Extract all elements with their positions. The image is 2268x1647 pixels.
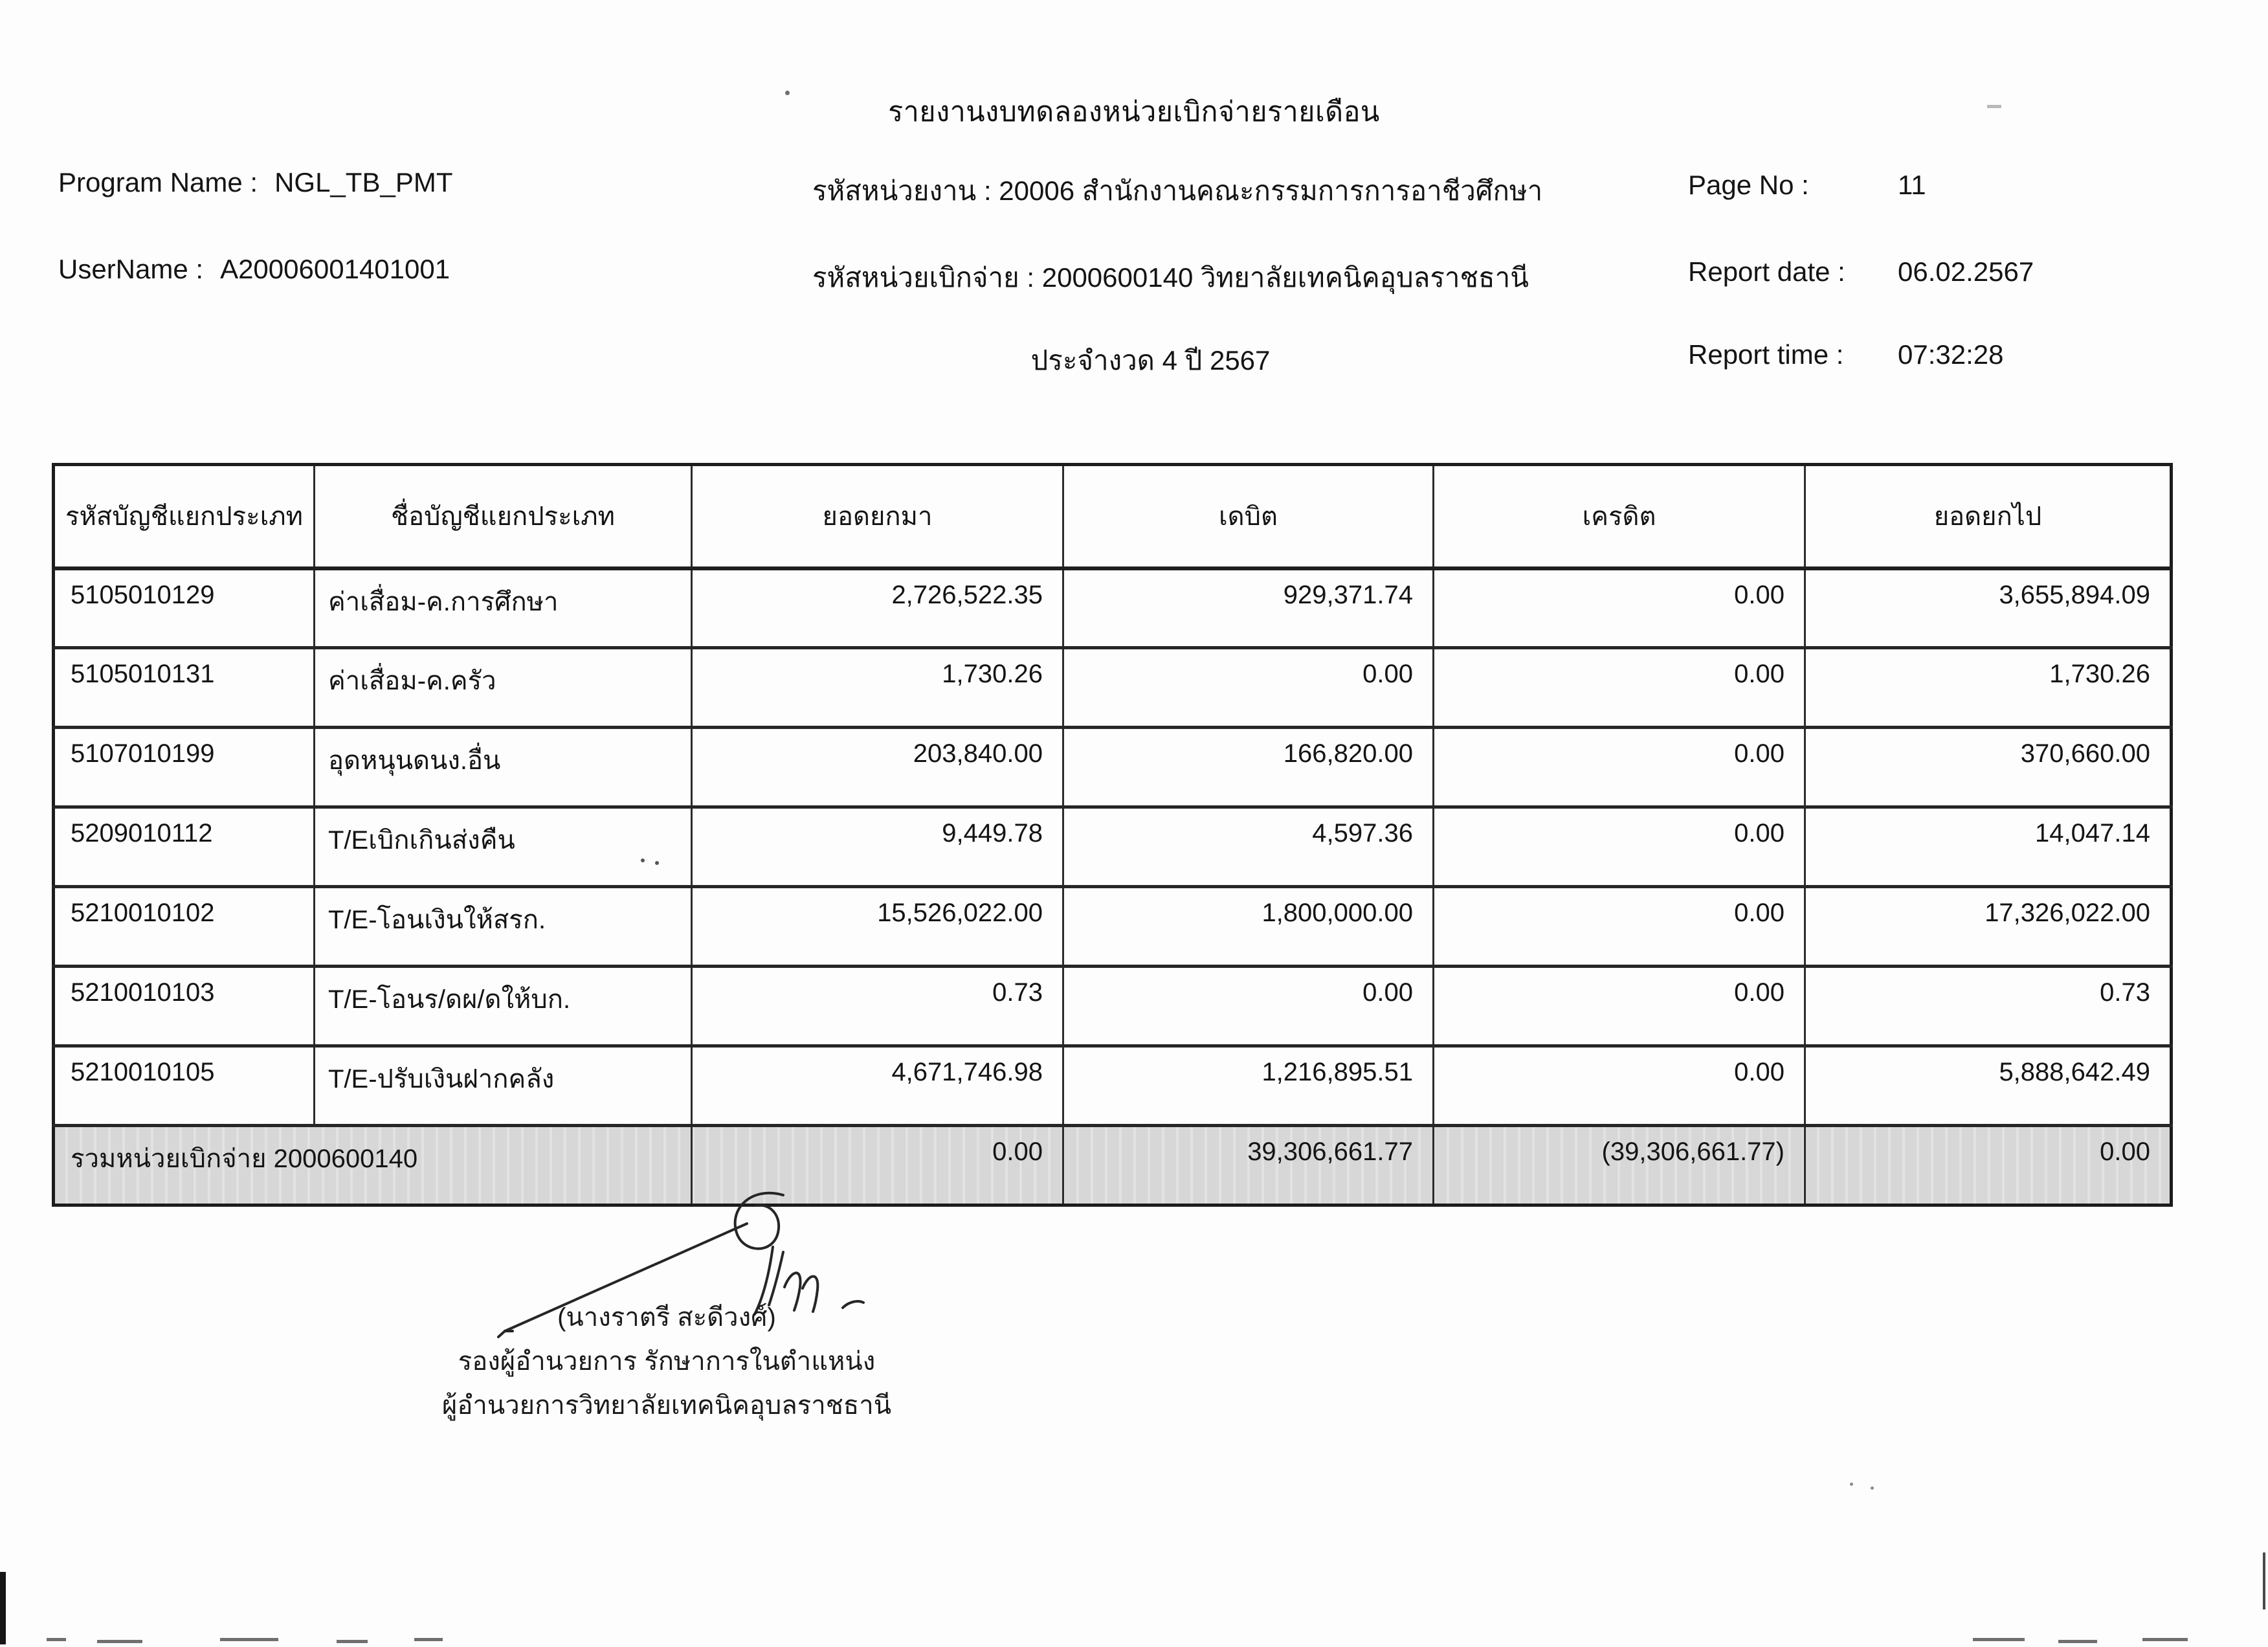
- account-code: 5209010112: [71, 819, 213, 847]
- debit-amount: 1,216,895.51: [1063, 1046, 1434, 1126]
- total-row: [54, 1126, 2172, 1205]
- credit-amount: 0.00: [1434, 728, 1805, 807]
- total-label: รวมหน่วยเบิกจ่าย 2000600140: [71, 1145, 418, 1173]
- account-name: T/Eเบิกเกินส่งคืน: [315, 807, 692, 887]
- page-no-value: 11: [1898, 170, 1926, 200]
- trial-balance-table: [52, 463, 2173, 1207]
- table-row: [54, 728, 2172, 807]
- disbursement-unit-line: รหัสหน่วยเบิกจ่าย : 2000600140 วิทยาลัยเทคนิคอุบลราชธานี: [812, 262, 1529, 293]
- opening-balance: 2,726,522.35: [692, 568, 1063, 648]
- closing-balance: 370,660.00: [1805, 728, 2172, 807]
- scan-artifact: [1850, 1483, 1853, 1486]
- account-name: ค่าเสื่อม-ค.ครัว: [315, 648, 692, 728]
- scan-artifact: [785, 91, 790, 95]
- opening-balance: 9,449.78: [692, 807, 1063, 887]
- opening-balance: 15,526,022.00: [692, 887, 1063, 967]
- username-label: UserName :: [58, 254, 204, 284]
- credit-amount: 0.00: [1434, 648, 1805, 728]
- account-name: T/E-โอนร/ดผ/ดให้บก.: [315, 967, 692, 1046]
- signer-role-line2: ผู้อำนวยการวิทยาลัยเทคนิคอุบลราชธานี: [441, 1391, 892, 1420]
- program-name-line: [58, 167, 453, 198]
- scan-artifact: [1987, 105, 2001, 108]
- table-row: [54, 807, 2172, 887]
- total-opening-balance: 0.00: [692, 1126, 1063, 1205]
- scan-artifact: [1973, 1638, 2025, 1641]
- opening-balance: 203,840.00: [692, 728, 1063, 807]
- col-header-debit: เดบิต: [1063, 465, 1434, 568]
- table-row: [54, 1046, 2172, 1126]
- col-header-opening-balance: ยอดยกมา: [692, 465, 1063, 568]
- scan-artifact: [97, 1640, 142, 1643]
- signer-name: (นางราตรี สะดีวงศ์): [557, 1303, 776, 1332]
- scan-artifact: [1871, 1486, 1874, 1490]
- scan-artifact: [337, 1640, 368, 1643]
- scan-artifact: [2263, 1552, 2265, 1609]
- table-row: [54, 967, 2172, 1046]
- opening-balance: 1,730.26: [692, 648, 1063, 728]
- debit-amount: 929,371.74: [1063, 568, 1434, 648]
- col-header-closing-balance: ยอดยกไป: [1805, 465, 2172, 568]
- col-header-credit: เครดิต: [1434, 465, 1805, 568]
- closing-balance: 5,888,642.49: [1805, 1046, 2172, 1126]
- closing-balance: 1,730.26: [1805, 648, 2172, 728]
- scan-artifact: [414, 1638, 443, 1641]
- report-date-label: Report date :: [1688, 256, 1845, 287]
- credit-amount: 0.00: [1434, 568, 1805, 648]
- scan-artifact: [655, 861, 659, 865]
- report-time-label: Report time :: [1688, 339, 1844, 370]
- table-header-row: [54, 465, 2172, 568]
- credit-amount: 0.00: [1434, 807, 1805, 887]
- signer-role-line1: รองผู้อำนวยการ รักษาการในตำแหน่ง: [458, 1347, 876, 1376]
- debit-amount: 0.00: [1063, 967, 1434, 1046]
- account-name: T/E-ปรับเงินฝากคลัง: [315, 1046, 692, 1126]
- account-name: T/E-โอนเงินให้สรก.: [315, 887, 692, 967]
- total-debit: 39,306,661.77: [1063, 1126, 1434, 1205]
- account-code: 5105010131: [71, 660, 215, 688]
- department-code-line: รหัสหน่วยงาน : 20006 สำนักงานคณะกรรมการการอาชีวศึกษา: [812, 175, 1543, 206]
- scan-artifact: [2058, 1640, 2097, 1643]
- scan-artifact: [641, 858, 645, 862]
- credit-amount: 0.00: [1434, 887, 1805, 967]
- report-date-value: 06.02.2567: [1898, 256, 2034, 287]
- period-line: ประจำงวด 4 ปี 2567: [1030, 345, 1271, 375]
- total-credit: (39,306,661.77): [1434, 1126, 1805, 1205]
- scan-artifact: [47, 1638, 66, 1641]
- account-name: อุดหนุนดนง.อื่น: [315, 728, 692, 807]
- account-code: 5210010103: [71, 978, 215, 1007]
- account-name: ค่าเสื่อม-ค.การศึกษา: [315, 568, 692, 648]
- account-code: 5210010102: [71, 899, 215, 927]
- account-code: 5105010129: [71, 580, 215, 609]
- table-row: [54, 887, 2172, 967]
- report-time-value: 07:32:28: [1898, 339, 2004, 370]
- closing-balance: 17,326,022.00: [1805, 887, 2172, 967]
- program-name-value: NGL_TB_PMT: [274, 167, 453, 197]
- col-header-account-code: รหัสบัญชีแยกประเภท: [54, 465, 315, 568]
- account-code: 5107010199: [71, 739, 215, 768]
- username-line: [58, 254, 450, 285]
- debit-amount: 1,800,000.00: [1063, 887, 1434, 967]
- closing-balance: 3,655,894.09: [1805, 568, 2172, 648]
- col-header-account-name: ชื่อบัญชีแยกประเภท: [315, 465, 692, 568]
- debit-amount: 4,597.36: [1063, 807, 1434, 887]
- scan-artifact: [2142, 1638, 2188, 1641]
- page-title: รายงานงบทดลองหน่วยเบิกจ่ายรายเดือน: [888, 96, 1380, 128]
- page-no-label: Page No :: [1688, 170, 1809, 200]
- scan-artifact: [0, 1572, 6, 1644]
- program-name-label: Program Name :: [58, 167, 258, 197]
- total-closing-balance: 0.00: [1805, 1126, 2172, 1205]
- opening-balance: 0.73: [692, 967, 1063, 1046]
- account-code: 5210010105: [71, 1058, 215, 1086]
- scan-artifact: [220, 1638, 278, 1641]
- username-value: A20006001401001: [220, 254, 450, 284]
- credit-amount: 0.00: [1434, 967, 1805, 1046]
- debit-amount: 0.00: [1063, 648, 1434, 728]
- closing-balance: 0.73: [1805, 967, 2172, 1046]
- table-row: [54, 648, 2172, 728]
- table-row: [54, 568, 2172, 648]
- debit-amount: 166,820.00: [1063, 728, 1434, 807]
- closing-balance: 14,047.14: [1805, 807, 2172, 887]
- opening-balance: 4,671,746.98: [692, 1046, 1063, 1126]
- credit-amount: 0.00: [1434, 1046, 1805, 1126]
